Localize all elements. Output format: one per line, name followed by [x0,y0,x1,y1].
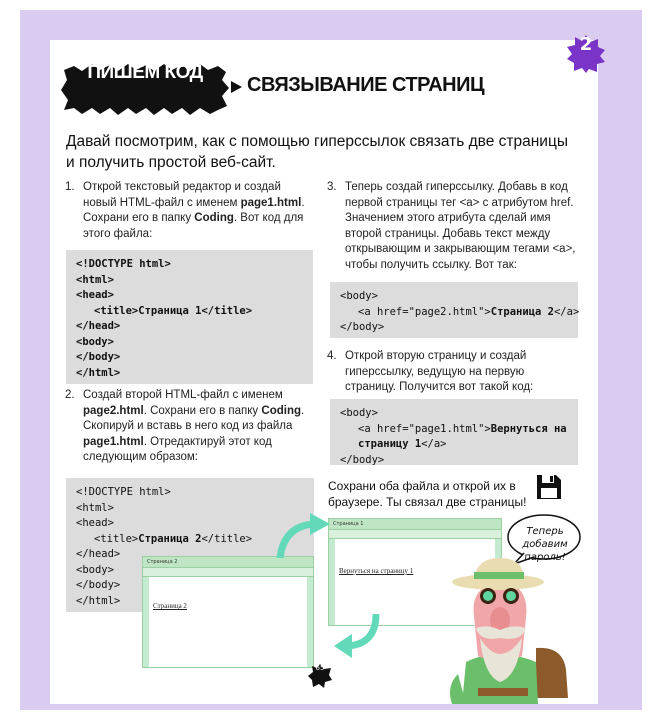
code-tag: </a> [421,438,447,450]
code-tag: </title> [201,532,253,545]
browser-address-bar [329,530,501,539]
code-line: </body> [76,351,121,363]
code-line: <html> [76,501,114,514]
code-line: </body> [340,321,385,333]
code-line: <head> [76,517,114,529]
folder-name: Coding [261,404,301,417]
step-number: 4. [327,350,337,362]
step-text: Создай второй HTML-файл с именем [83,389,283,401]
filename: page1.html [240,196,302,209]
code-line: <body> [340,290,378,302]
code-line: <html> [76,273,114,286]
code-tag: </title> [201,304,253,317]
code-line: <body> [76,335,114,348]
step-number: 3. [327,181,337,193]
browser-address-bar [143,568,313,577]
code-line: </body> [340,453,385,466]
header-badge-label: ПИШЕМ КОД [87,62,203,83]
code-text: Страница 2 [138,532,202,545]
code-line [340,437,568,453]
chapter-number: 2 [579,34,593,55]
page-number: 65 [315,664,325,672]
speech-bubble-text: Теперь добавим пароль! [522,526,568,563]
code-block-1 [66,250,313,384]
step-number: 1. [65,181,75,193]
code-line: </html> [76,366,121,379]
step-3 [327,180,577,273]
code-line [340,422,568,438]
code-line: </head> [76,548,121,560]
step-1 [65,180,308,242]
step-text: . Отредактируй этот код следующим образом: [83,435,272,463]
code-tag: </a> [553,305,580,318]
code-line: <head> [76,289,114,301]
code-block-4 [330,399,578,465]
browser-tab: Страница 2 [143,557,313,568]
code-line: </body> [76,579,121,591]
code-line: <body> [76,563,114,576]
step-text: . Вот код для этого файла: [83,212,304,240]
code-text: Вернуться на [490,422,567,435]
page-title: СВЯЗЫВАНИЕ СТРАНИЦ [247,74,485,96]
code-line: <body> [340,407,378,419]
browser-window-page2 [142,556,314,668]
intro-text: Давай посмотрим, как с помощью гиперссылок связать две страницы и получить простой веб-сайт. [66,133,568,171]
explorer-character-illustration [418,558,578,704]
folder-name: Coding [194,212,234,224]
browser-side [307,577,313,667]
code-tag: <title> [94,532,139,545]
code-tag: <title> [94,304,139,317]
step-2 [65,388,311,466]
step-number: 2. [65,389,75,401]
arrow-back-icon [330,610,386,662]
step-4 [327,349,577,396]
step-text: Открой текстовый редактор и создай новый HTML-файл с именем [83,181,281,209]
page-number-badge [308,664,332,688]
step-text: . Скопируй и вставь в него код из файла [83,404,305,432]
page-link[interactable]: Вернуться на страницу 1 [339,567,414,575]
code-text: Страница 1 [138,304,202,317]
code-line [76,304,303,320]
final-text: Сохрани оба файла и открой их в браузере. Ты связал две страницы! [328,479,527,509]
code-tag: <a href="page2.html"> [358,305,491,318]
arrow-right-icon [270,510,340,562]
code-line [340,305,580,321]
filename: page1.html [83,435,144,448]
code-line: </head> [76,320,121,332]
step-text: Открой вторую страницу и создай гиперссылку, ведущую на первую страницу. Получится вот такой код: [345,350,534,393]
triangle-icon [231,81,242,93]
step-text: Теперь создай гиперссылку. Добавь в код первой страницы тег <a> с атрибутом href. Значением этого атрибута сделай имя второй страницы. Добавь текст между открывающим и закрывающим тегами <a>, чтобы получить ссылку. Вот так: [345,181,576,271]
header-badge [60,62,230,116]
code-line: <!DOCTYPE html> [76,486,171,498]
code-line: <!DOCTYPE html> [76,258,171,270]
floppy-disk-icon [536,474,562,500]
chapter-badge [566,34,606,74]
browser-tab: Страница 1 [329,519,501,530]
browser-side [143,577,149,667]
code-text: страницу 1 [358,438,422,450]
code-text: Страница 2 [490,305,554,318]
step-text: . Сохрани его в папку [143,404,262,417]
code-tag: <a href="page1.html"> [358,422,491,435]
step-text: . Сохрани его в папку [83,196,305,224]
code-line: </html> [76,594,121,607]
page-link[interactable]: Страница 2 [153,602,187,610]
code-block-3 [330,282,578,338]
filename: page2.html [83,404,144,417]
